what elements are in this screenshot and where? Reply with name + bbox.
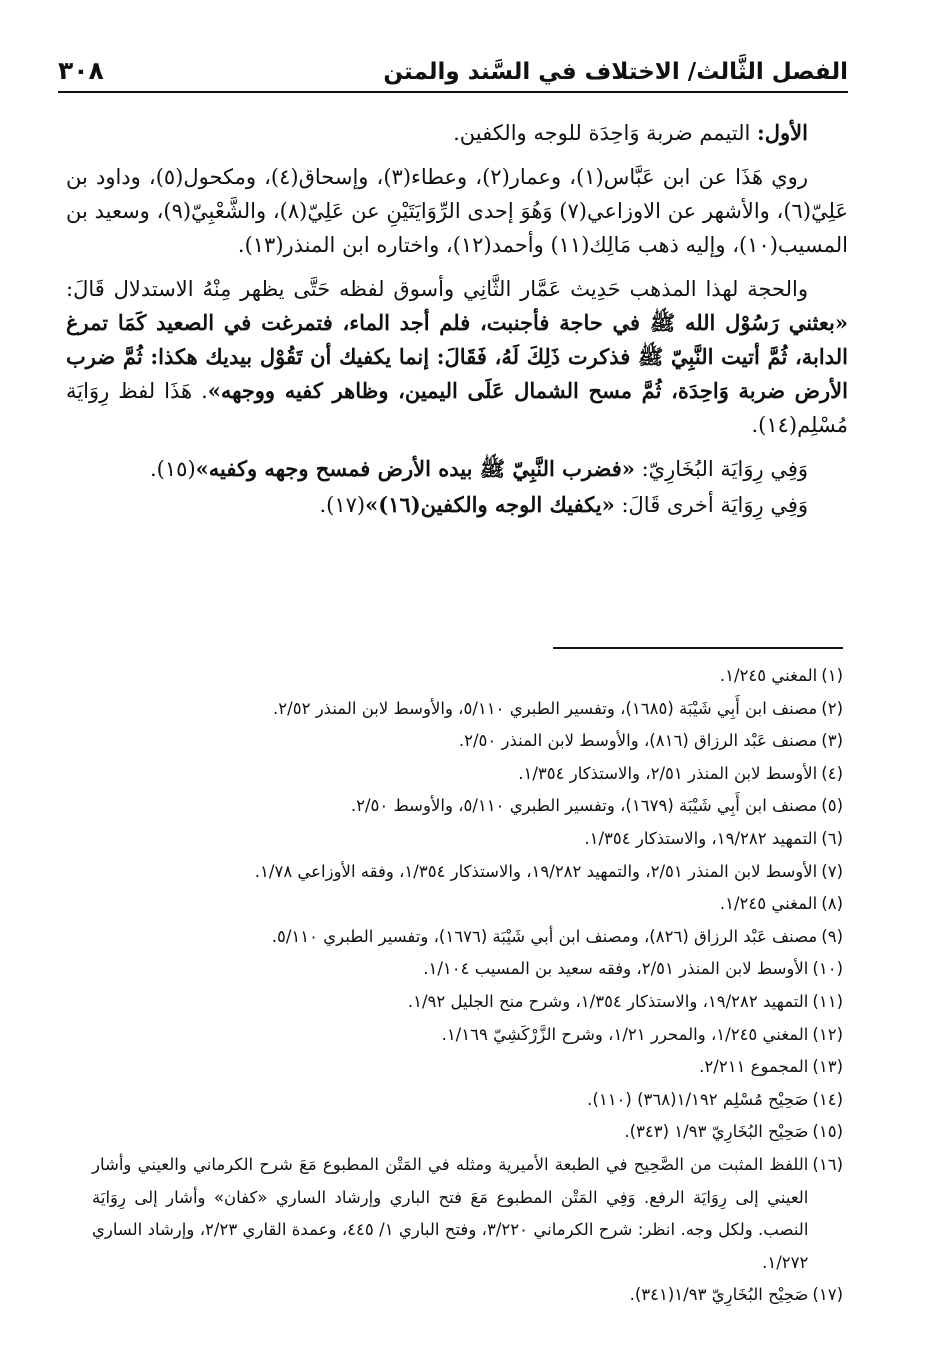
paragraph-narrators: روي هَذَا عن ابن عَبَّاس(١)، وعمار(٢)، وعطاء(٣)، وإسحاق(٤)، ومكحول(٥)، وداود بن عَلِيّ(٦)، والأشهر عن الاوزاعي(٧) وَهُوَ إحدى الرِّوَايَتَيْنِ عن عَلِيّ(٨)، والشَّعْبِيّ(٩)، وسعيد بن المسيب(١٠)، وإليه ذهب مَالِك(١١) وأحمد(١٢)، واختاره ابن المنذر(١٣). <box>66 165 848 257</box>
running-title: الفصل الثَّالث/ الاختلاف في السَّند والمتن <box>383 59 848 85</box>
footnote: (٦) التمهيد ١٩/٢٨٢، والاستذكار ١/٣٥٤. <box>584 828 843 848</box>
footnote: (١٣) المجموع ٢/٢١١. <box>699 1057 843 1077</box>
opinion-label: الأول: <box>757 120 808 145</box>
footnote: (١٥) صَحِيْح البُخَارِيّ ١/٩٣ (٣٤٣). <box>624 1122 843 1142</box>
paragraph-first-opinion <box>66 116 848 150</box>
other-intro: وَفِي رِوَايَة أخرى قَالَ: <box>614 493 808 517</box>
evidence-end: . هَذَا لفظ رِوَايَة مُسْلِم(١٤). <box>66 379 848 437</box>
hadith-text: «بعثني رَسُوْل الله ﷺ في حاجة فأجنبت، فلم أجد الماء، فتمرغت في الصعيد كَمَا تمرغ الدابة، ثُمَّ أتيت النَّبِيّ ﷺ فذكرت ذَلِكَ لَهُ، فَقَالَ: إنما يكفيك أن تَقُوْل بيديك هكذا: ثُمَّ ضرب الأرض ضربة وَاحِدَة، ثُمَّ مسح الشمال عَلَى اليمين، وظاهر كفيه ووجهه» <box>66 310 848 403</box>
footnote: (٢) مصنف ابن أَبِي شَيْبَة (١٦٨٥)، وتفسير الطبري ٥/١١٠، والأوسط لابن المنذر ٢/٥٢. <box>273 698 843 718</box>
main-text <box>66 116 848 532</box>
footnote-separator <box>553 647 843 649</box>
paragraph-evidence <box>66 272 848 442</box>
evidence-intro: والحجة لهذا المذهب حَدِيث عَمَّار الثَّانِي وأسوق لفظه حَتَّى يظهر مِنْهُ الاستدلال قَالَ: <box>66 277 808 301</box>
footnote: (١١) التمهيد ١٩/٢٨٢، والاستذكار ١/٣٥٤، وشرح منح الجليل ١/٩٢. <box>407 991 843 1011</box>
footnote: (٤) الأوسط لابن المنذر ٢/٥١، والاستذكار ١/٣٥٤. <box>518 763 843 783</box>
footnote: (١) المغني ١/٢٤٥. <box>719 666 843 685</box>
footnote: (٧) الأوسط لابن المنذر ٢/٥١، والتمهيد ١٩/٢٨٢، والاستذكار ١/٣٥٤، وفقه الأوزاعي ١/٧٨. <box>254 861 843 881</box>
footnote: (١٠) الأوسط لابن المنذر ٢/٥١، وفقه سعيد بن المسيب ١/١٠٤. <box>423 959 843 979</box>
footnote: (١٢) المغني ١/٢٤٥، والمحرر ١/٢١، وشرح الزَّرْكَشِيّ ١/١٦٩. <box>441 1024 843 1044</box>
footnotes <box>92 660 843 1312</box>
footnote: (٩) مصنف عَبْد الرزاق (٨٢٦)، ومصنف ابن أبي شَيْبَة (١٦٧٦)، وتفسير الطبري ٥/١١٠. <box>271 926 843 946</box>
paragraph-bukhari <box>66 452 848 486</box>
opinion-text: التيمم ضربة وَاحِدَة للوجه والكفين. <box>453 121 758 145</box>
paragraph-other-narration <box>66 488 848 522</box>
page-number: ٣٠٨ <box>58 56 104 85</box>
bukhari-end: (١٥). <box>150 457 196 481</box>
footnote: (٣) مصنف عَبْد الرزاق (٨١٦)، والأوسط لابن المنذر ٢/٥٠. <box>458 731 843 751</box>
footnote: (١٤) صَحِيْح مُسْلِم ١/١٩٢(٣٦٨) (١١٠). <box>587 1089 843 1109</box>
footnote: (١٧) صَحِيْح البُخَارِيّ ١/٩٣(٣٤١). <box>629 1285 843 1305</box>
bukhari-hadith: «فضرب النَّبِيّ ﷺ بيده الأرض فمسح وجهه وكفيه» <box>195 456 635 481</box>
other-end: (١٧). <box>319 493 366 517</box>
other-hadith: «يكفيك الوجه والكفين(١٦)» <box>365 492 615 517</box>
bukhari-intro: وَفِي رِوَايَة البُخَارِيّ: <box>634 457 808 481</box>
footnote: (٥) مصنف ابن أَبِي شَيْبَة (١٦٧٩)، وتفسير الطبري ٥/١١٠، والأوسط ٢/٥٠. <box>350 796 843 816</box>
footnote: (٨) المغني ١/٢٤٥. <box>719 894 843 914</box>
page-header <box>58 56 848 93</box>
footnote: (١٦) اللفظ المثبت من الصَّحِيح في الطبعة الأميرية ومثله في المَتْن المطبوع مَعَ شرح الكرماني والعيني وأشار العيني إلى رِوَايَة الرفع. وَفِي المَتْن المطبوع مَعَ فتح الباري وإرشاد الساري «كفان» وأشار إلى رِوَايَة النصب. ولكل وجه. انظر: شرح الكرماني ٣/٢٢٠، وفتح الباري ١/ ٤٤٥، وعمدة القاري ٢/٢٣، وإرشاد الساري ١/٢٧٢. <box>92 1154 843 1272</box>
